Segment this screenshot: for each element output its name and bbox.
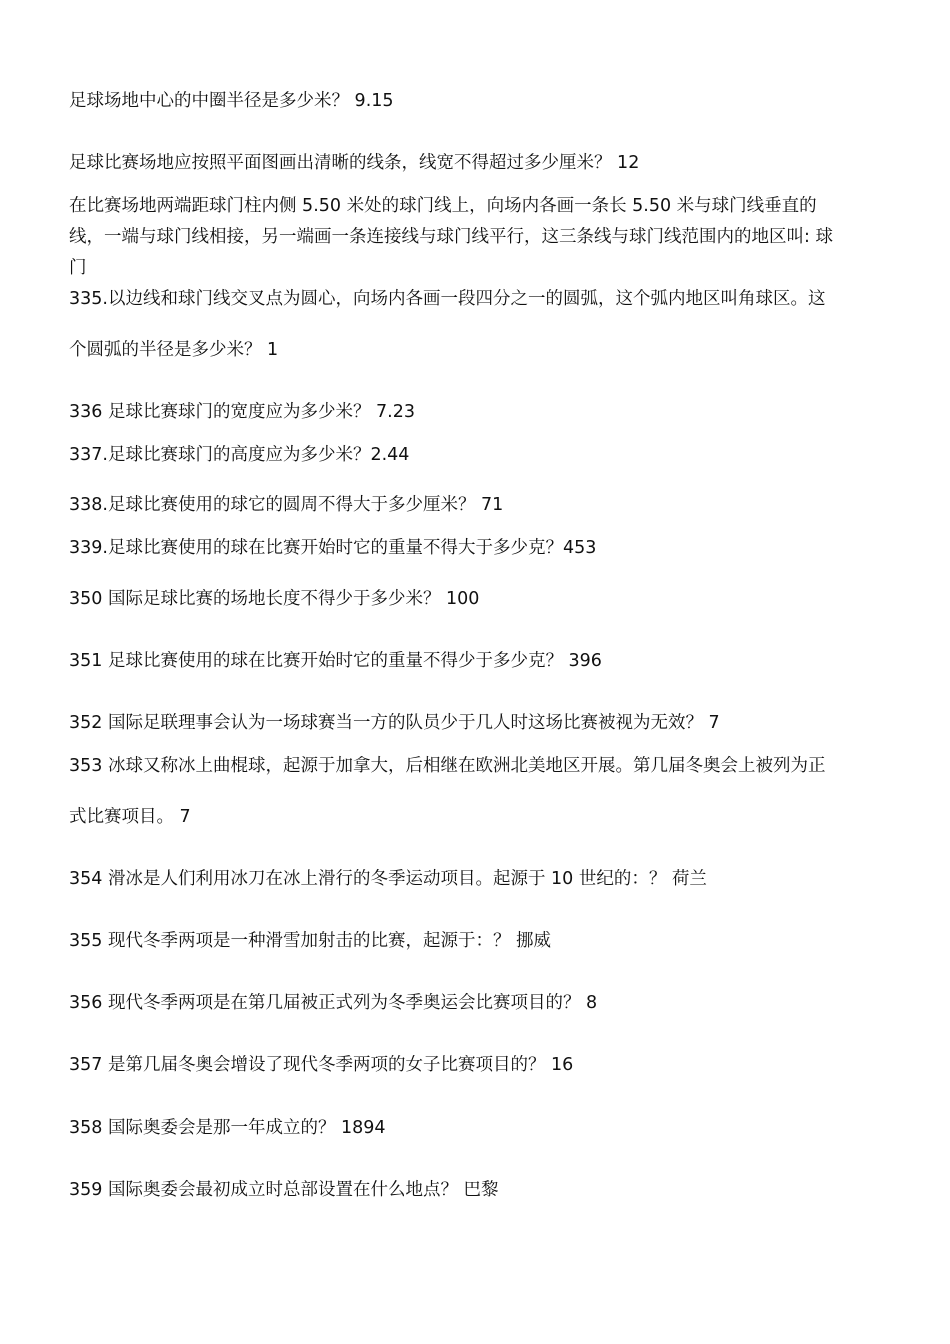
text-line: 足球场地中心的中圈半径是多少米？ 9.15 <box>69 91 394 111</box>
text-line: 357 是第几届冬奥会增设了现代冬季两项的女子比赛项目的？ 16 <box>69 1055 574 1075</box>
text-line: 354 滑冰是人们利用冰刀在冰上滑行的冬季运动项目。起源于 10 世纪的：？ 荷兰 <box>69 869 707 889</box>
text-line: 335.以边线和球门线交叉点为圆心，向场内各画一段四分之一的圆弧，这个弧内地区叫角球区。这 <box>69 289 826 309</box>
text-line: 338.足球比赛使用的球它的圆周不得大于多少厘米？ 71 <box>69 495 504 515</box>
text-line: 351 足球比赛使用的球在比赛开始时它的重量不得少于多少克？ 396 <box>69 651 602 671</box>
text-line: 足球比赛场地应按照平面图画出清晰的线条，线宽不得超过多少厘米？ 12 <box>69 153 640 173</box>
text-line: 355 现代冬季两项是一种滑雪加射击的比赛，起源于：？ 挪威 <box>69 931 552 951</box>
text-line: 337.足球比赛球门的高度应为多少米？2.44 <box>69 445 410 465</box>
text-line: 339.足球比赛使用的球在比赛开始时它的重量不得大于多少克？453 <box>69 538 597 558</box>
text-line: 352 国际足联理事会认为一场球赛当一方的队员少于几人时这场比赛被视为无效？ 7 <box>69 713 720 733</box>
text-line: 在比赛场地两端距球门柱内侧 5.50 米处的球门线上，向场内各画一条长 5.50 米与球门线垂直的 <box>69 196 817 216</box>
text-line: 336 足球比赛球门的宽度应为多少米？ 7.23 <box>69 402 415 422</box>
text-line: 350 国际足球比赛的场地长度不得少于多少米？ 100 <box>69 589 480 609</box>
text-line: 门 <box>69 258 87 278</box>
text-line: 个圆弧的半径是多少米？ 1 <box>69 340 279 360</box>
text-line: 358 国际奥委会是那一年成立的？ 1894 <box>69 1118 386 1138</box>
text-line: 式比赛项目。 7 <box>69 807 191 827</box>
text-line: 线，一端与球门线相接，另一端画一条连接线与球门线平行，这三条线与球门线范围内的地区叫: 球 <box>69 227 833 247</box>
text-line: 353 冰球又称冰上曲棍球，起源于加拿大，后相继在欧洲北美地区开展。第几届冬奥会上被列为正 <box>69 756 826 776</box>
text-line: 356 现代冬季两项是在第几届被正式列为冬季奥运会比赛项目的？ 8 <box>69 993 598 1013</box>
text-line: 359 国际奥委会最初成立时总部设置在什么地点？ 巴黎 <box>69 1180 499 1200</box>
